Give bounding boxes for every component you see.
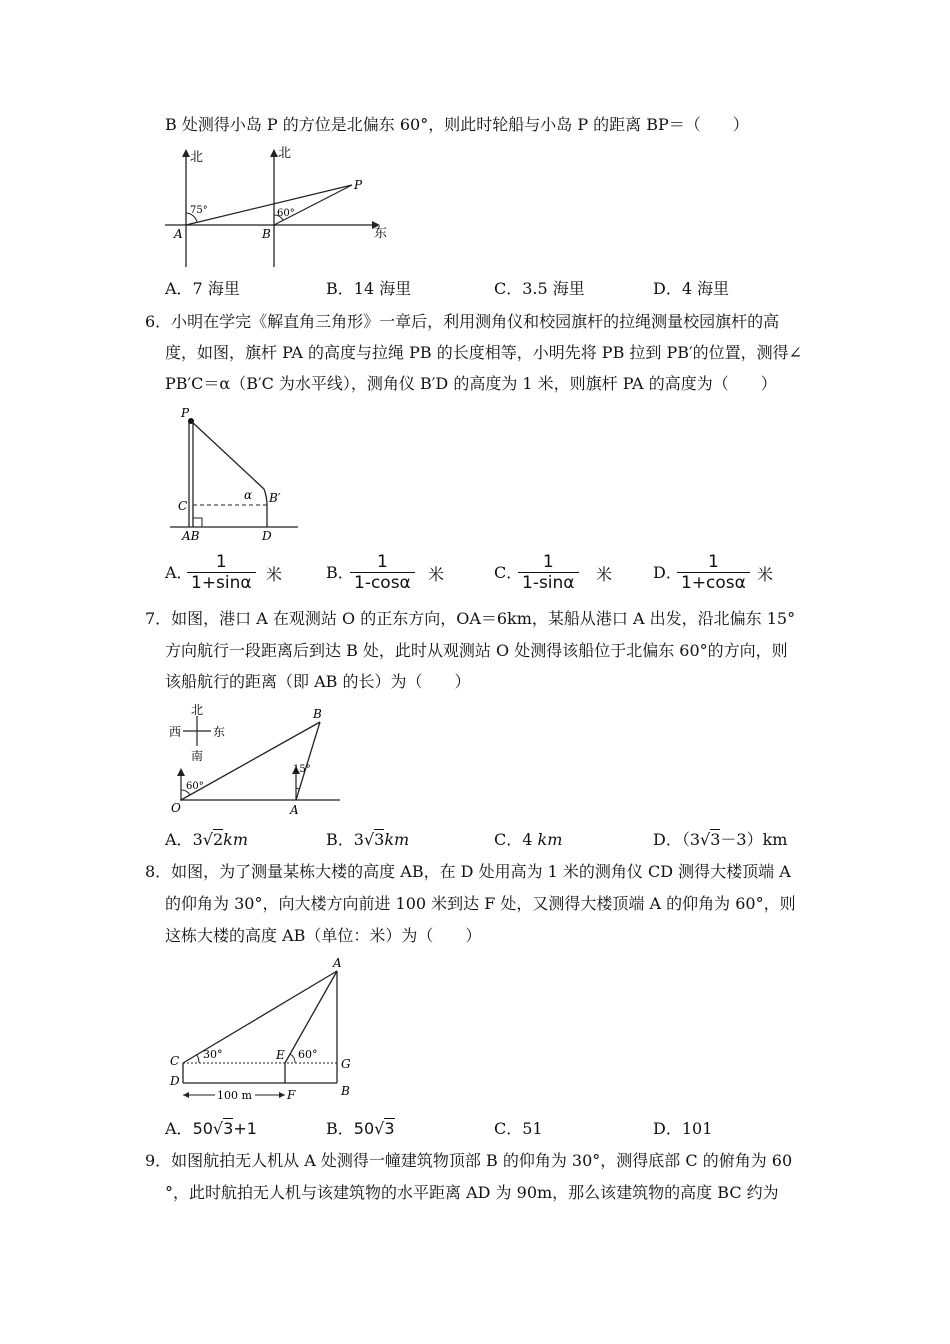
q6-option-d-unit: 米	[757, 565, 774, 584]
q5-option-c[interactable]: C．3.5 海里	[494, 279, 585, 298]
q7-compass-south: 南	[191, 749, 204, 763]
q5-figure	[160, 145, 400, 270]
q8-angle-60: 60°	[298, 1048, 318, 1061]
q6-option-c-fraction	[518, 552, 579, 593]
q7-option-c-unit: km	[537, 830, 563, 849]
q5-point-p: P	[354, 178, 363, 192]
q6-figure	[165, 405, 305, 545]
q7-point-a: A	[290, 803, 299, 817]
q7-option-d[interactable]	[653, 829, 787, 851]
q7-option-d-label: D．	[653, 830, 682, 849]
q7-option-d-tail: －3）km	[720, 830, 788, 849]
q7-compass-north: 北	[191, 703, 204, 717]
q7-point-b: B	[313, 707, 322, 721]
q6-option-d-denominator: 1+cosα	[681, 573, 746, 593]
q8-option-a-sqrt-icon: √	[212, 1119, 224, 1138]
q8-option-c[interactable]	[494, 1118, 543, 1140]
q8-option-b-label: B．	[326, 1119, 354, 1138]
q7-option-d-coef: （3	[681, 830, 701, 849]
q6-point-b-prime: B′	[269, 491, 281, 505]
q6-text-line-2: 度，如图，旗杆 PA 的高度与拉绳 PB 的长度相等，小明先将 PB 拉到 PB′的位置，测得∠	[165, 343, 803, 362]
q6-option-d-numerator: 1	[677, 552, 750, 573]
q7-option-b-sqrt-icon: √	[363, 830, 375, 849]
q6-option-a-label[interactable]: A．	[165, 563, 193, 582]
q7-option-a-unit: km	[223, 830, 249, 849]
q8-point-f: F	[287, 1088, 296, 1102]
q8-option-b-radicand: 3	[384, 1119, 395, 1138]
q6-option-d-fraction	[677, 552, 750, 593]
q6-option-c-unit: 米	[596, 565, 613, 584]
q8-figure	[165, 955, 365, 1110]
q8-point-c: C	[170, 1054, 180, 1068]
q7-option-b-coef: 3	[353, 830, 364, 849]
q7-option-a-coef: 3	[192, 830, 203, 849]
q8-text-line-3: 这栋大楼的高度 AB（单位：米）为（ ）	[165, 926, 482, 945]
q7-option-d-radicand: 3	[710, 830, 721, 849]
q6-point-c: C	[178, 499, 188, 513]
q5-text-line: B 处测得小岛 P 的方位是北偏东 60°，则此时轮船与小岛 P 的距离 BP＝（ ）	[165, 115, 749, 134]
q8-option-a[interactable]	[165, 1118, 257, 1140]
q6-text-line-3: PB′C＝α（B′C 为水平线），测角仪 B′D 的高度为 1 米，则旗杆 PA 的高度为（ ）	[165, 374, 777, 393]
q8-option-c-value: 51	[522, 1119, 543, 1138]
q5-option-b[interactable]: B．14 海里	[326, 279, 412, 298]
q6-option-a-unit: 米	[266, 565, 283, 584]
q6-option-a-denominator: 1+sinα	[191, 573, 252, 593]
q7-option-c-label: C．	[494, 830, 523, 849]
q5-angle-75: 75°	[190, 205, 208, 216]
q6-point-d: D	[262, 529, 272, 543]
q7-text-line-1: 7．如图，港口 A 在观测站 O 的正东方向，OA＝6km，某船从港口 A 出发，沿北偏东 15°	[145, 609, 796, 628]
q7-option-c[interactable]	[494, 829, 562, 851]
q7-option-b[interactable]	[326, 829, 409, 851]
q6-option-b-denominator: 1-cosα	[354, 573, 411, 593]
q5-option-d[interactable]: D．4 海里	[653, 279, 730, 298]
q7-angle-15: 15°	[293, 764, 311, 775]
q5-angle-60: 60°	[277, 208, 295, 219]
q7-angle-60: 60°	[186, 781, 204, 792]
q8-option-d-value: 101	[681, 1119, 713, 1138]
q7-compass-west: 西	[169, 725, 182, 739]
q8-distance-label: 100 m	[217, 1089, 252, 1102]
q8-option-c-label: C．	[494, 1119, 523, 1138]
q8-option-d[interactable]	[653, 1118, 712, 1140]
q8-point-d: D	[170, 1074, 180, 1088]
q6-option-b-label[interactable]: B．	[326, 563, 354, 582]
q6-option-b-numerator: 1	[350, 552, 415, 573]
q8-point-a: A	[333, 956, 342, 970]
q8-option-d-label: D．	[653, 1119, 682, 1138]
q8-text-line-1: 8．如图，为了测量某栋大楼的高度 AB，在 D 处用高为 1 米的测角仪 CD 测得大楼顶端 A	[145, 862, 791, 881]
q8-option-a-tail: +1	[233, 1119, 257, 1138]
q5-point-a: A	[174, 227, 183, 241]
q6-option-c-denominator: 1-sinα	[522, 573, 575, 593]
q7-text-line-2: 方向航行一段距离后到达 B 处，此时从观测站 O 处测得该船位于北偏东 60°的方向，则	[165, 641, 788, 660]
q9-text-line-2: °，此时航拍无人机与该建筑物的水平距离 AD 为 90m，那么该建筑物的高度 BC 约为	[165, 1183, 779, 1202]
q6-option-c-numerator: 1	[518, 552, 579, 573]
q5-option-a[interactable]: A．7 海里	[165, 279, 240, 298]
q8-option-a-coef: 50	[192, 1119, 213, 1138]
q6-text-line-1: 6．小明在学完《解直角三角形》一章后，利用测角仪和校园旗杆的拉绳测量校园旗杆的高	[145, 312, 780, 331]
q7-option-a-radicand: 2	[212, 830, 224, 849]
q7-figure	[165, 700, 350, 825]
q5-east-label: 东	[374, 226, 388, 241]
q8-point-e: E	[276, 1048, 285, 1062]
q6-point-ab: AB	[182, 529, 200, 543]
q7-option-b-unit: km	[384, 830, 410, 849]
q5-point-b: B	[262, 227, 271, 241]
q5-north-label-2: 北	[278, 146, 292, 161]
q9-text-line-1: 9．如图航拍无人机从 A 处测得一幢建筑物顶部 B 的仰角为 30°，测得底部 C 的俯角为 60	[145, 1151, 793, 1170]
q7-point-o: O	[171, 801, 181, 815]
q6-option-d-label[interactable]: D．	[653, 563, 682, 582]
q7-text-line-3: 该船航行的距离（即 AB 的长）为（ ）	[165, 672, 471, 691]
q8-option-b-coef: 50	[353, 1119, 375, 1138]
q6-option-b-fraction	[350, 552, 415, 593]
q7-option-a-label: A．	[165, 830, 193, 849]
q7-option-a[interactable]	[165, 829, 248, 851]
q8-option-b-sqrt-icon: √	[374, 1119, 385, 1138]
q7-option-b-label: B．	[326, 830, 354, 849]
q8-point-b: B	[341, 1084, 350, 1098]
q8-point-g: G	[341, 1057, 351, 1071]
q8-option-b[interactable]	[326, 1118, 395, 1140]
q8-option-a-label: A．	[165, 1119, 193, 1138]
q6-angle-alpha: α	[244, 488, 253, 502]
q8-text-line-2: 的仰角为 30°，向大楼方向前进 100 米到达 F 处，又测得大楼顶端 A 的仰角为 60°，则	[165, 894, 796, 913]
q8-option-a-radicand: 3	[223, 1119, 234, 1138]
q6-option-b-unit: 米	[428, 565, 445, 584]
q7-option-d-sqrt-icon: √	[700, 830, 711, 849]
q6-option-a-numerator: 1	[187, 552, 256, 573]
q7-option-c-value: 4	[522, 830, 538, 849]
q7-option-b-radicand: 3	[374, 830, 385, 849]
q6-point-p: P	[181, 406, 190, 420]
q6-option-c-label[interactable]: C．	[494, 563, 523, 582]
q7-option-a-sqrt-icon: √	[202, 830, 213, 849]
q6-option-a-fraction	[187, 552, 256, 593]
q8-angle-30: 30°	[203, 1048, 223, 1061]
q5-north-label-1: 北	[190, 150, 204, 165]
q7-compass-east: 东	[213, 725, 226, 739]
